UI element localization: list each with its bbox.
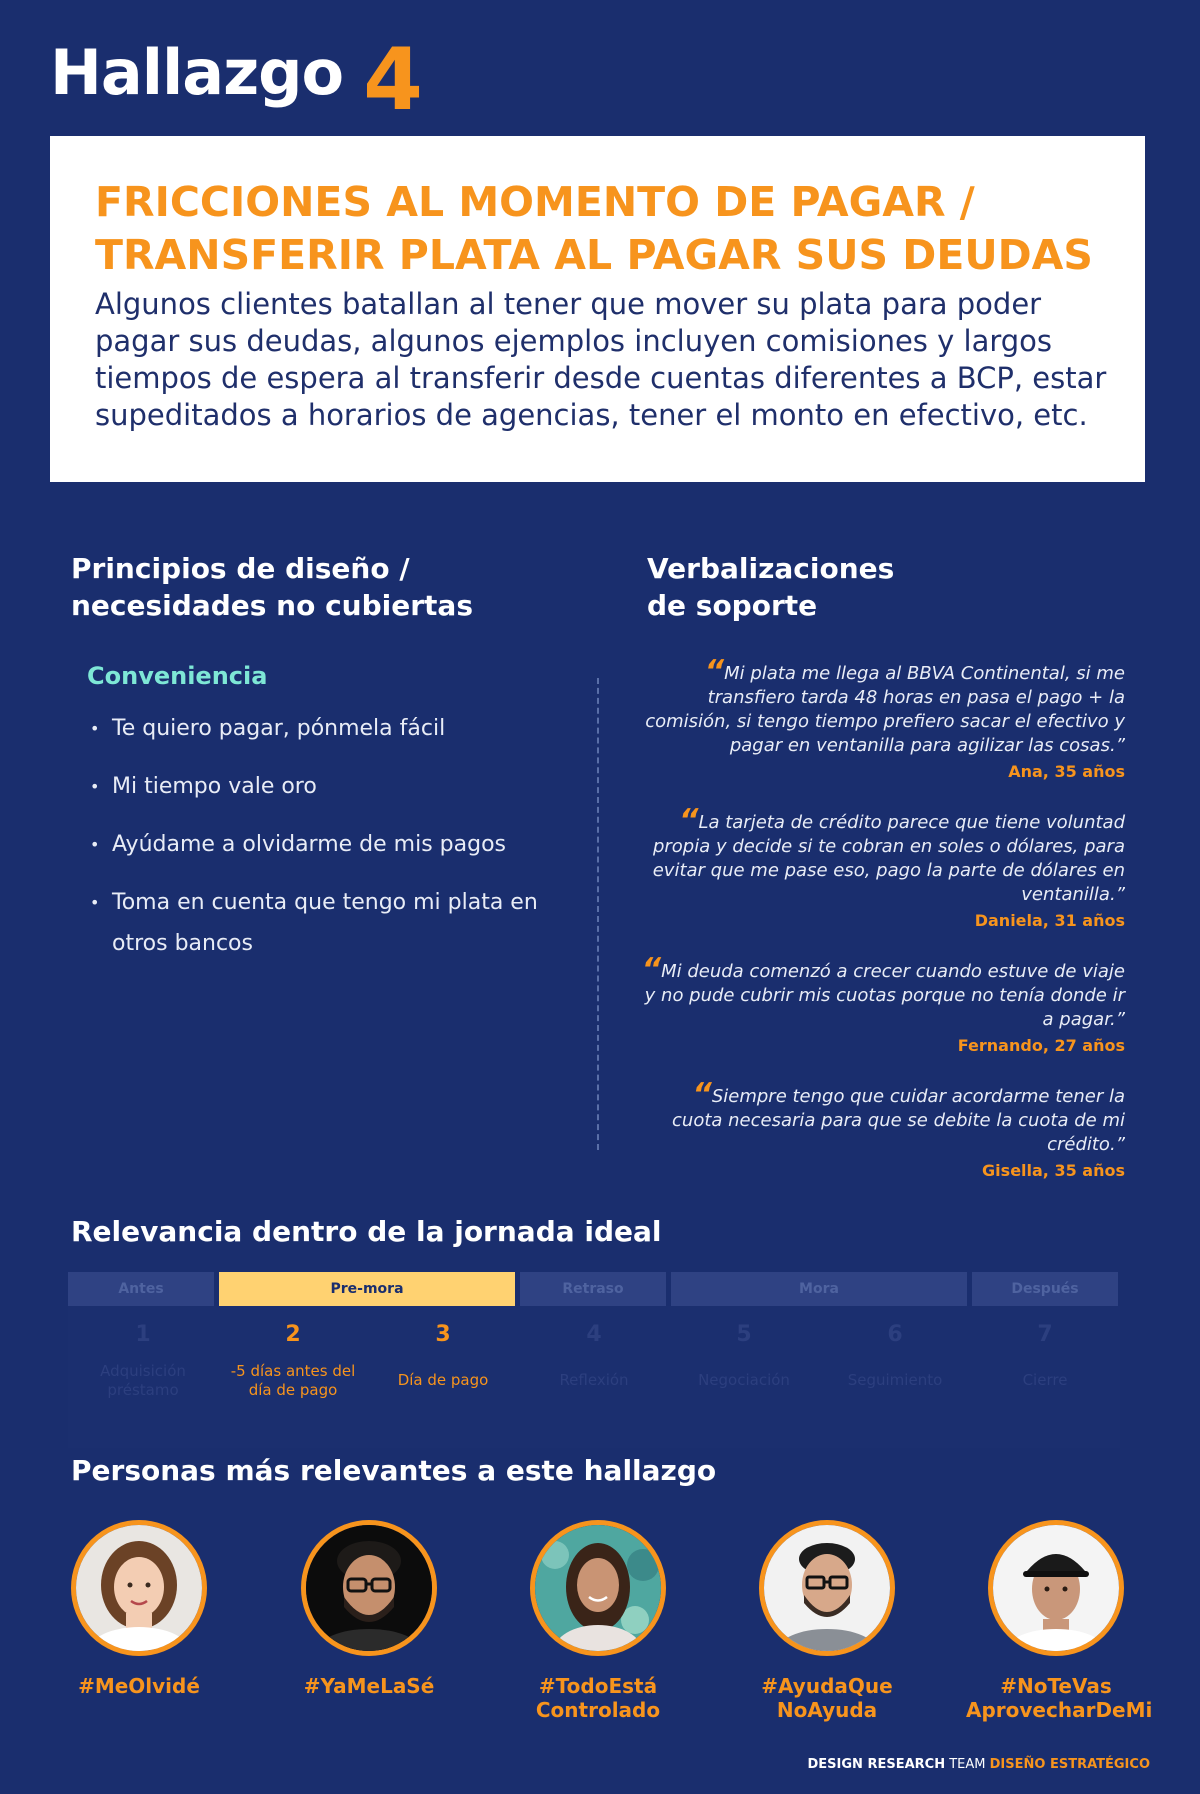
- journey-step: [68, 1322, 218, 1400]
- principles-title: [71, 550, 473, 624]
- step-number: 3: [435, 1322, 451, 1347]
- quote-mark-icon: “: [692, 1077, 712, 1112]
- phase-mora: Mora: [671, 1272, 967, 1306]
- quote: [640, 803, 1125, 930]
- footer-credit: [808, 1757, 1150, 1772]
- quote: [640, 952, 1125, 1055]
- phase-retraso: Retraso: [520, 1272, 666, 1306]
- man-cap-avatar: [988, 1520, 1124, 1656]
- card-body: Algunos clientes batallan al tener que mover su plata para poder pagar sus deudas, algunos ejemplos incluyen comisiones y largos tiempos de espera al transferir desde cuentas diferentes a BCP, estar supeditados a horarios de agencias, tener el monto en efectivo, etc.: [95, 287, 1107, 432]
- page-title: [50, 30, 422, 130]
- quotes-list: [640, 654, 1125, 1210]
- woman-avatar: [71, 1520, 207, 1656]
- step-number: 4: [586, 1322, 602, 1347]
- persona-tag: #AyudaQue NoAyuda: [761, 1674, 893, 1722]
- step-label: Adquisición préstamo: [100, 1362, 186, 1399]
- verbalizations-title-line1: Verbalizaciones: [647, 552, 895, 585]
- quote: [640, 1077, 1125, 1180]
- principles-title-line2: necesidades no cubiertas: [71, 589, 473, 622]
- persona-tag: #TodoEstá Controlado: [535, 1674, 661, 1722]
- persona-card[interactable]: [279, 1520, 459, 1698]
- quote-author: Fernando, 27 años: [957, 1036, 1125, 1055]
- persona-card[interactable]: [508, 1520, 688, 1722]
- step-number: 6: [887, 1322, 903, 1347]
- summary-card: [50, 136, 1145, 482]
- quote: [640, 654, 1125, 781]
- principle-item: • Ayúdame a olvidarme de mis pagos: [90, 824, 550, 865]
- principles-list: [90, 708, 550, 981]
- step-label: Día de pago: [397, 1371, 489, 1389]
- footer-part2: TEAM: [949, 1757, 986, 1772]
- title-text: Hallazgo: [50, 36, 344, 109]
- journey-step: [669, 1322, 819, 1390]
- principle-item: • Mi tiempo vale oro: [90, 766, 550, 807]
- step-number: 2: [285, 1322, 301, 1347]
- step-number: 7: [1037, 1322, 1053, 1347]
- column-divider: [597, 678, 599, 1150]
- quote-mark-icon: “: [704, 654, 725, 689]
- persona-tag: #NoTeVas AprovecharDeMi: [966, 1674, 1153, 1722]
- card-heading-line2: TRANSFERIR PLATA AL PAGAR SUS DEUDAS: [95, 231, 1093, 279]
- phase-antes: Antes: [68, 1272, 214, 1306]
- step-number: 5: [736, 1322, 752, 1347]
- journey-step: [970, 1322, 1120, 1390]
- principle-item: • Te quiero pagar, pónmela fácil: [90, 708, 550, 749]
- step-label: Negociación: [698, 1371, 790, 1389]
- quote-author: Ana, 35 años: [1008, 762, 1125, 781]
- journey-title: Relevancia dentro de la jornada ideal: [71, 1215, 662, 1248]
- quote-mark-icon: “: [679, 803, 699, 838]
- card-heading-line1: FRICCIONES AL MOMENTO DE PAGAR /: [95, 178, 975, 226]
- phase-pre-mora: Pre-mora: [219, 1272, 515, 1306]
- journey-step: [820, 1322, 970, 1390]
- journey-step: [519, 1322, 669, 1390]
- quote-text: “Mi deuda comenzó a crecer cuando estuve de viaje y no pude cubrir mis cuotas porque no tenía donde ir a pagar.”: [641, 952, 1125, 1030]
- man-glasses-avatar: [301, 1520, 437, 1656]
- persona-tag: #YaMeLaSé: [303, 1674, 435, 1698]
- persona-tag: #MeOlvidé: [78, 1674, 200, 1698]
- journey-step: [218, 1322, 368, 1400]
- verbalizations-title: [647, 550, 894, 624]
- step-label: Cierre: [1022, 1371, 1068, 1389]
- step-label: Reflexión: [559, 1371, 629, 1389]
- card-heading: [95, 176, 1115, 282]
- principle-item: • Toma en cuenta que tengo mi plata en otros bancos: [90, 882, 550, 964]
- footer-part3: DISEÑO ESTRATÉGICO: [989, 1757, 1150, 1772]
- verbalizations-title-line2: de soporte: [647, 589, 818, 622]
- quote-text: “Siempre tengo que cuidar acordarme tener la cuota necesaria para que se debite la cuota de mi crédito.”: [672, 1077, 1125, 1155]
- quote-author: Daniela, 31 años: [974, 911, 1125, 930]
- persona-card[interactable]: [737, 1520, 917, 1722]
- quote-text: “La tarjeta de crédito parece que tiene voluntad propia y decide si te cobran en soles o dólares, para evitar que me pase eso, pago la parte de dólares en ventanilla.”: [652, 803, 1125, 905]
- journey-phases: [68, 1272, 1120, 1306]
- quote-mark-icon: “: [641, 952, 662, 987]
- persona-card[interactable]: [966, 1520, 1153, 1722]
- man-glasses-avatar: [759, 1520, 895, 1656]
- step-number: 1: [135, 1322, 151, 1347]
- persona-card[interactable]: [49, 1520, 229, 1698]
- phase-despues: Después: [972, 1272, 1118, 1306]
- principles-subtitle: Conveniencia: [87, 662, 268, 690]
- footer-part1: DESIGN RESEARCH: [807, 1757, 946, 1772]
- step-label: Seguimiento: [847, 1371, 943, 1389]
- finding-number: 4: [363, 30, 422, 130]
- step-label: -5 días antes del día de pago: [230, 1362, 356, 1399]
- quote-author: Gisella, 35 años: [982, 1161, 1125, 1180]
- personas-title: Personas más relevantes a este hallazgo: [71, 1454, 717, 1487]
- woman-avatar: [530, 1520, 666, 1656]
- quote-text: “Mi plata me llega al BBVA Continental, si me transfiero tarda 48 horas en pasa el pago + la comisión, si tengo tiempo prefiero sacar el efectivo y pagar en ventanilla para agilizar las cosas.”: [645, 654, 1125, 756]
- principles-title-line1: Principios de diseño /: [71, 552, 410, 585]
- journey-step: [368, 1322, 518, 1390]
